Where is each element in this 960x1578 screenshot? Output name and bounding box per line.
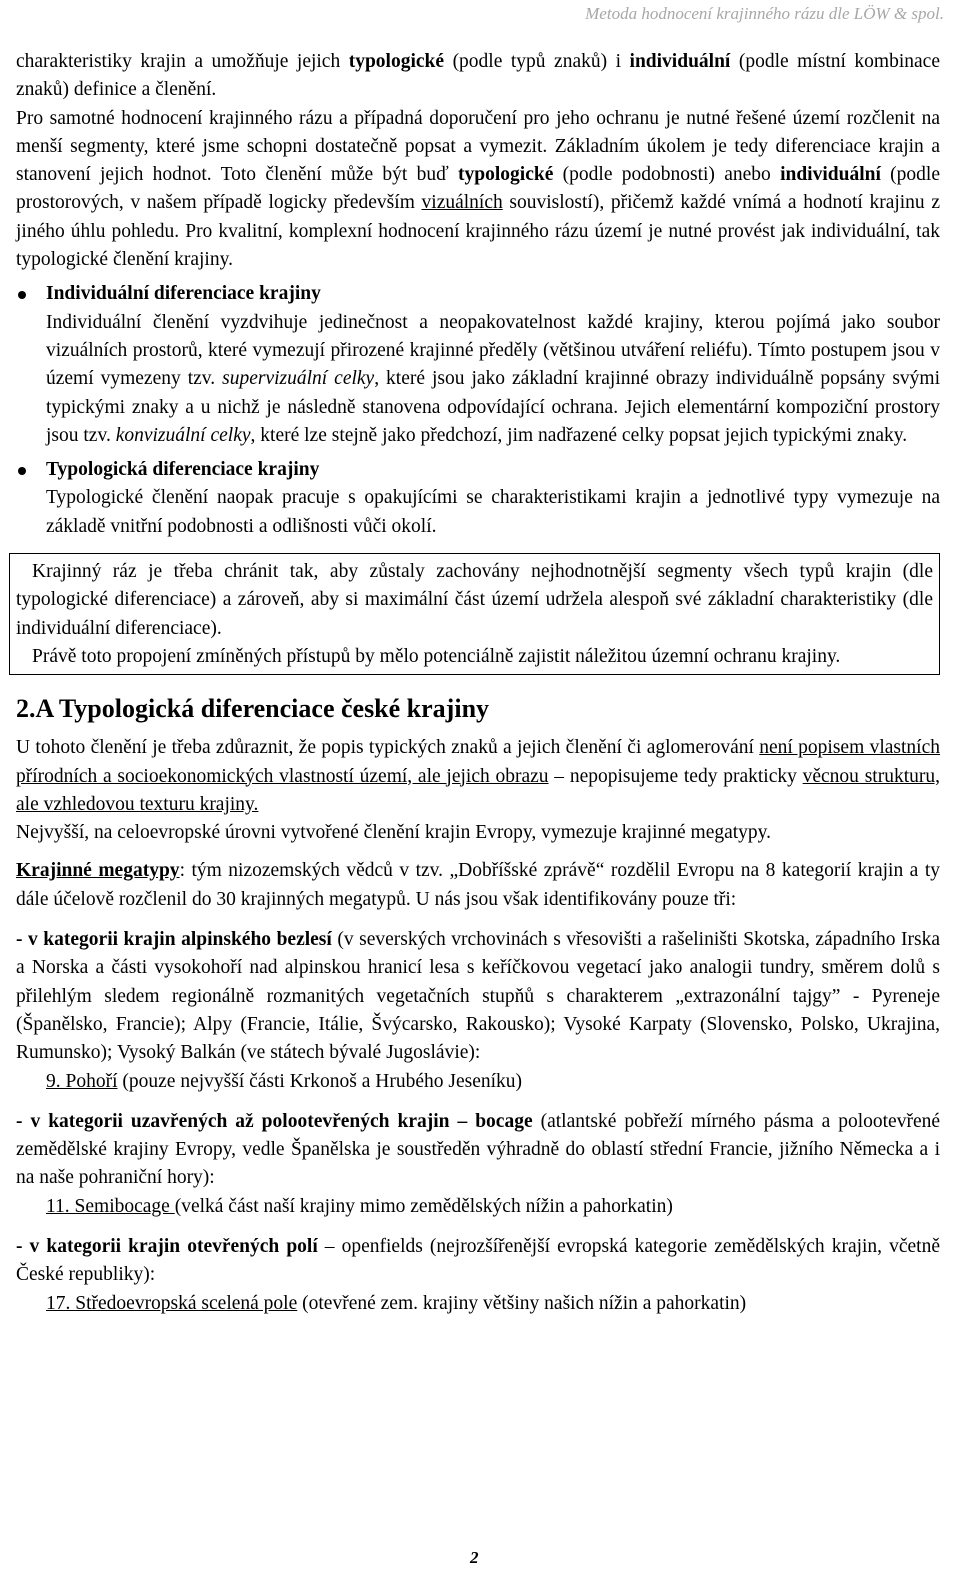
- category-bocage-text: - v kategorii uzavřených až polootevřených krajin – bocage (atlantské pobřeží mírného pásma a polootevřené zemědělské krajiny Evropy, vedle Španělska je soustředěn výhradně do oblastí střední Francie, jižního Německa a i na naše pohraniční hory):: [16, 1110, 941, 1189]
- category-openfields: [16, 1233, 940, 1318]
- bullet-dot-icon: [18, 291, 26, 299]
- section-heading: 2.A Typologická diferenciace české krajiny: [16, 694, 490, 724]
- intro-paragraph-2: Pro samotné hodnocení krajinného rázu a případná doporučení pro jeho ochranu je nutné řešené území rozčlenit na menší segmenty, které jsme schopni dostatečně popsat a vymezit. Základním úkolem je tedy diferenciace krajin a stanovení jejich hodnot. Toto členění může být buď typologické (podle podobnosti) anebo individuální (podle prostorových, v našem případě logicky především vizuálních souvislostí), přičemž každé vnímá a hodnotí krajinu z jiného úhlu pohledu. Pro kvalitní, komplexní hodnocení krajinného rázu území je nutné provést jak individuální, tak typologické členění krajiny.: [16, 107, 941, 271]
- category-alpine-text: - v kategorii krajin alpinského bezlesí (v severských vrchovinách s vřesovišti a rašeliništi Skotska, západního Irska a Norska a části vysokohoří nad alpinskou hranicí lesa s keříčkovou vegetací jako analogii tundry, směrem dolů s přilehlým sledem regionálně rozmanitých vegetačních stupňů s charakterem „extrazonální tajgy” - Pyreneje (Španělsko, Francie); Alpy (Francie, Itálie, Švýcarsko, Rakousko); Vysoké Karpaty (Slovensko, Polsko, Ukrajina, Rumunsko); Vysoký Balkán (ve státech bývalé Jugoslávie):: [16, 929, 940, 1064]
- box-paragraph-2: Právě toto propojení zmíněných přístupů by mělo potenciálně zajistit náležitou územní ochranu krajiny.: [32, 645, 841, 667]
- bullet-individual-text: Individuální členění vyzdvihuje jedinečnost a neopakovatelnost každé krajiny, kterou pojímá jako soubor vizuálních prostorů, které vymezují přirozené krajinné předěly (většinou utváření reliéfu). Tímto postupem jsou v území vymezeny tzv. supervizuální celky, které jsou jako základní krajinné obrazy individuálně popsány svými typickými znaky a u nichž je následně stanovena odpovídající ochrana. Jejich elementární kompoziční prostory jsou tzv. konvizuální celky, které lze stejně jako předchozí, jim nadřazené celky popsat jejich typickými znaky.: [46, 311, 940, 446]
- megatypes-paragraph: Krajinné megatypy: tým nizozemských vědců v tzv. „Dobříšské zprávě“ rozdělil Evropu na 8 kategorií krajin a ty dále účelově rozčlenil do 30 krajinných megatypů. U nás jsou však identifikovány pouze tři:: [16, 860, 940, 910]
- highlight-box: [9, 553, 940, 675]
- running-header: Metoda hodnocení krajinného rázu dle LÖW & spol.: [585, 4, 944, 23]
- category-openfields-sub: 17. Středoevropská scelená pole (otevřené zem. krajiny většiny našich nížin a pahorkatin): [46, 1292, 747, 1314]
- bullet-typological: [16, 456, 940, 541]
- category-alpine: [16, 926, 940, 1096]
- bullet-individual-title: Individuální diferenciace krajiny: [46, 283, 321, 305]
- intro-paragraph-1: charakteristiky krajin a umožňuje jejich typologické (podle typů znaků) i individuální (podle místní kombinace znaků) definice a členění.: [16, 51, 940, 101]
- category-bocage-sub: 11. Semibocage (velká část naší krajiny mimo zemědělských nížin a pahorkatin): [46, 1195, 673, 1217]
- category-bocage: [16, 1108, 940, 1221]
- box-paragraph-1: Krajinný ráz je třeba chránit tak, aby zůstaly zachovány nejhodnotnější segmenty všech typů krajin (dle typologické diferenciace) a zároveň, aby si maximální část území udržela alespoň své základní charakteristiky (dle individuální diferenciace).: [16, 561, 933, 639]
- category-openfields-text: - v kategorii krajin otevřených polí – openfields (nejrozšířenější evropská kategorie zemědělských krajin, včetně České republiky):: [16, 1235, 940, 1286]
- bullet-individual: [16, 280, 940, 450]
- category-alpine-sub: 9. Pohoří (pouze nejvyšší části Krkonoš a Hrubého Jeseníku): [46, 1070, 523, 1092]
- section-paragraph-2: Nejvyšší, na celoevropské úrovni vytvořené členění krajin Evropy, vymezuje krajinné megatypy.: [16, 822, 772, 844]
- page-number: 2: [470, 1548, 479, 1567]
- bullet-typological-text: Typologické členění naopak pracuje s opakujícími se charakteristikami krajin a jednotlivé typy vymezuje na základě vnitřní podobnosti a odlišnosti vůči okolí.: [46, 487, 940, 537]
- bullet-typological-title: Typologická diferenciace krajiny: [46, 459, 320, 481]
- section-paragraph-1: U tohoto členění je třeba zdůraznit, že popis typických znaků a jejich členění či aglomerování není popisem vlastních přírodních a socioekonomických vlastností území, ale jejich obrazu – nepopisujeme tedy prakticky věcnou strukturu, ale vzhledovou texturu krajiny.: [16, 737, 940, 815]
- page-content: [16, 48, 940, 1318]
- bullet-dot-icon: [18, 467, 26, 475]
